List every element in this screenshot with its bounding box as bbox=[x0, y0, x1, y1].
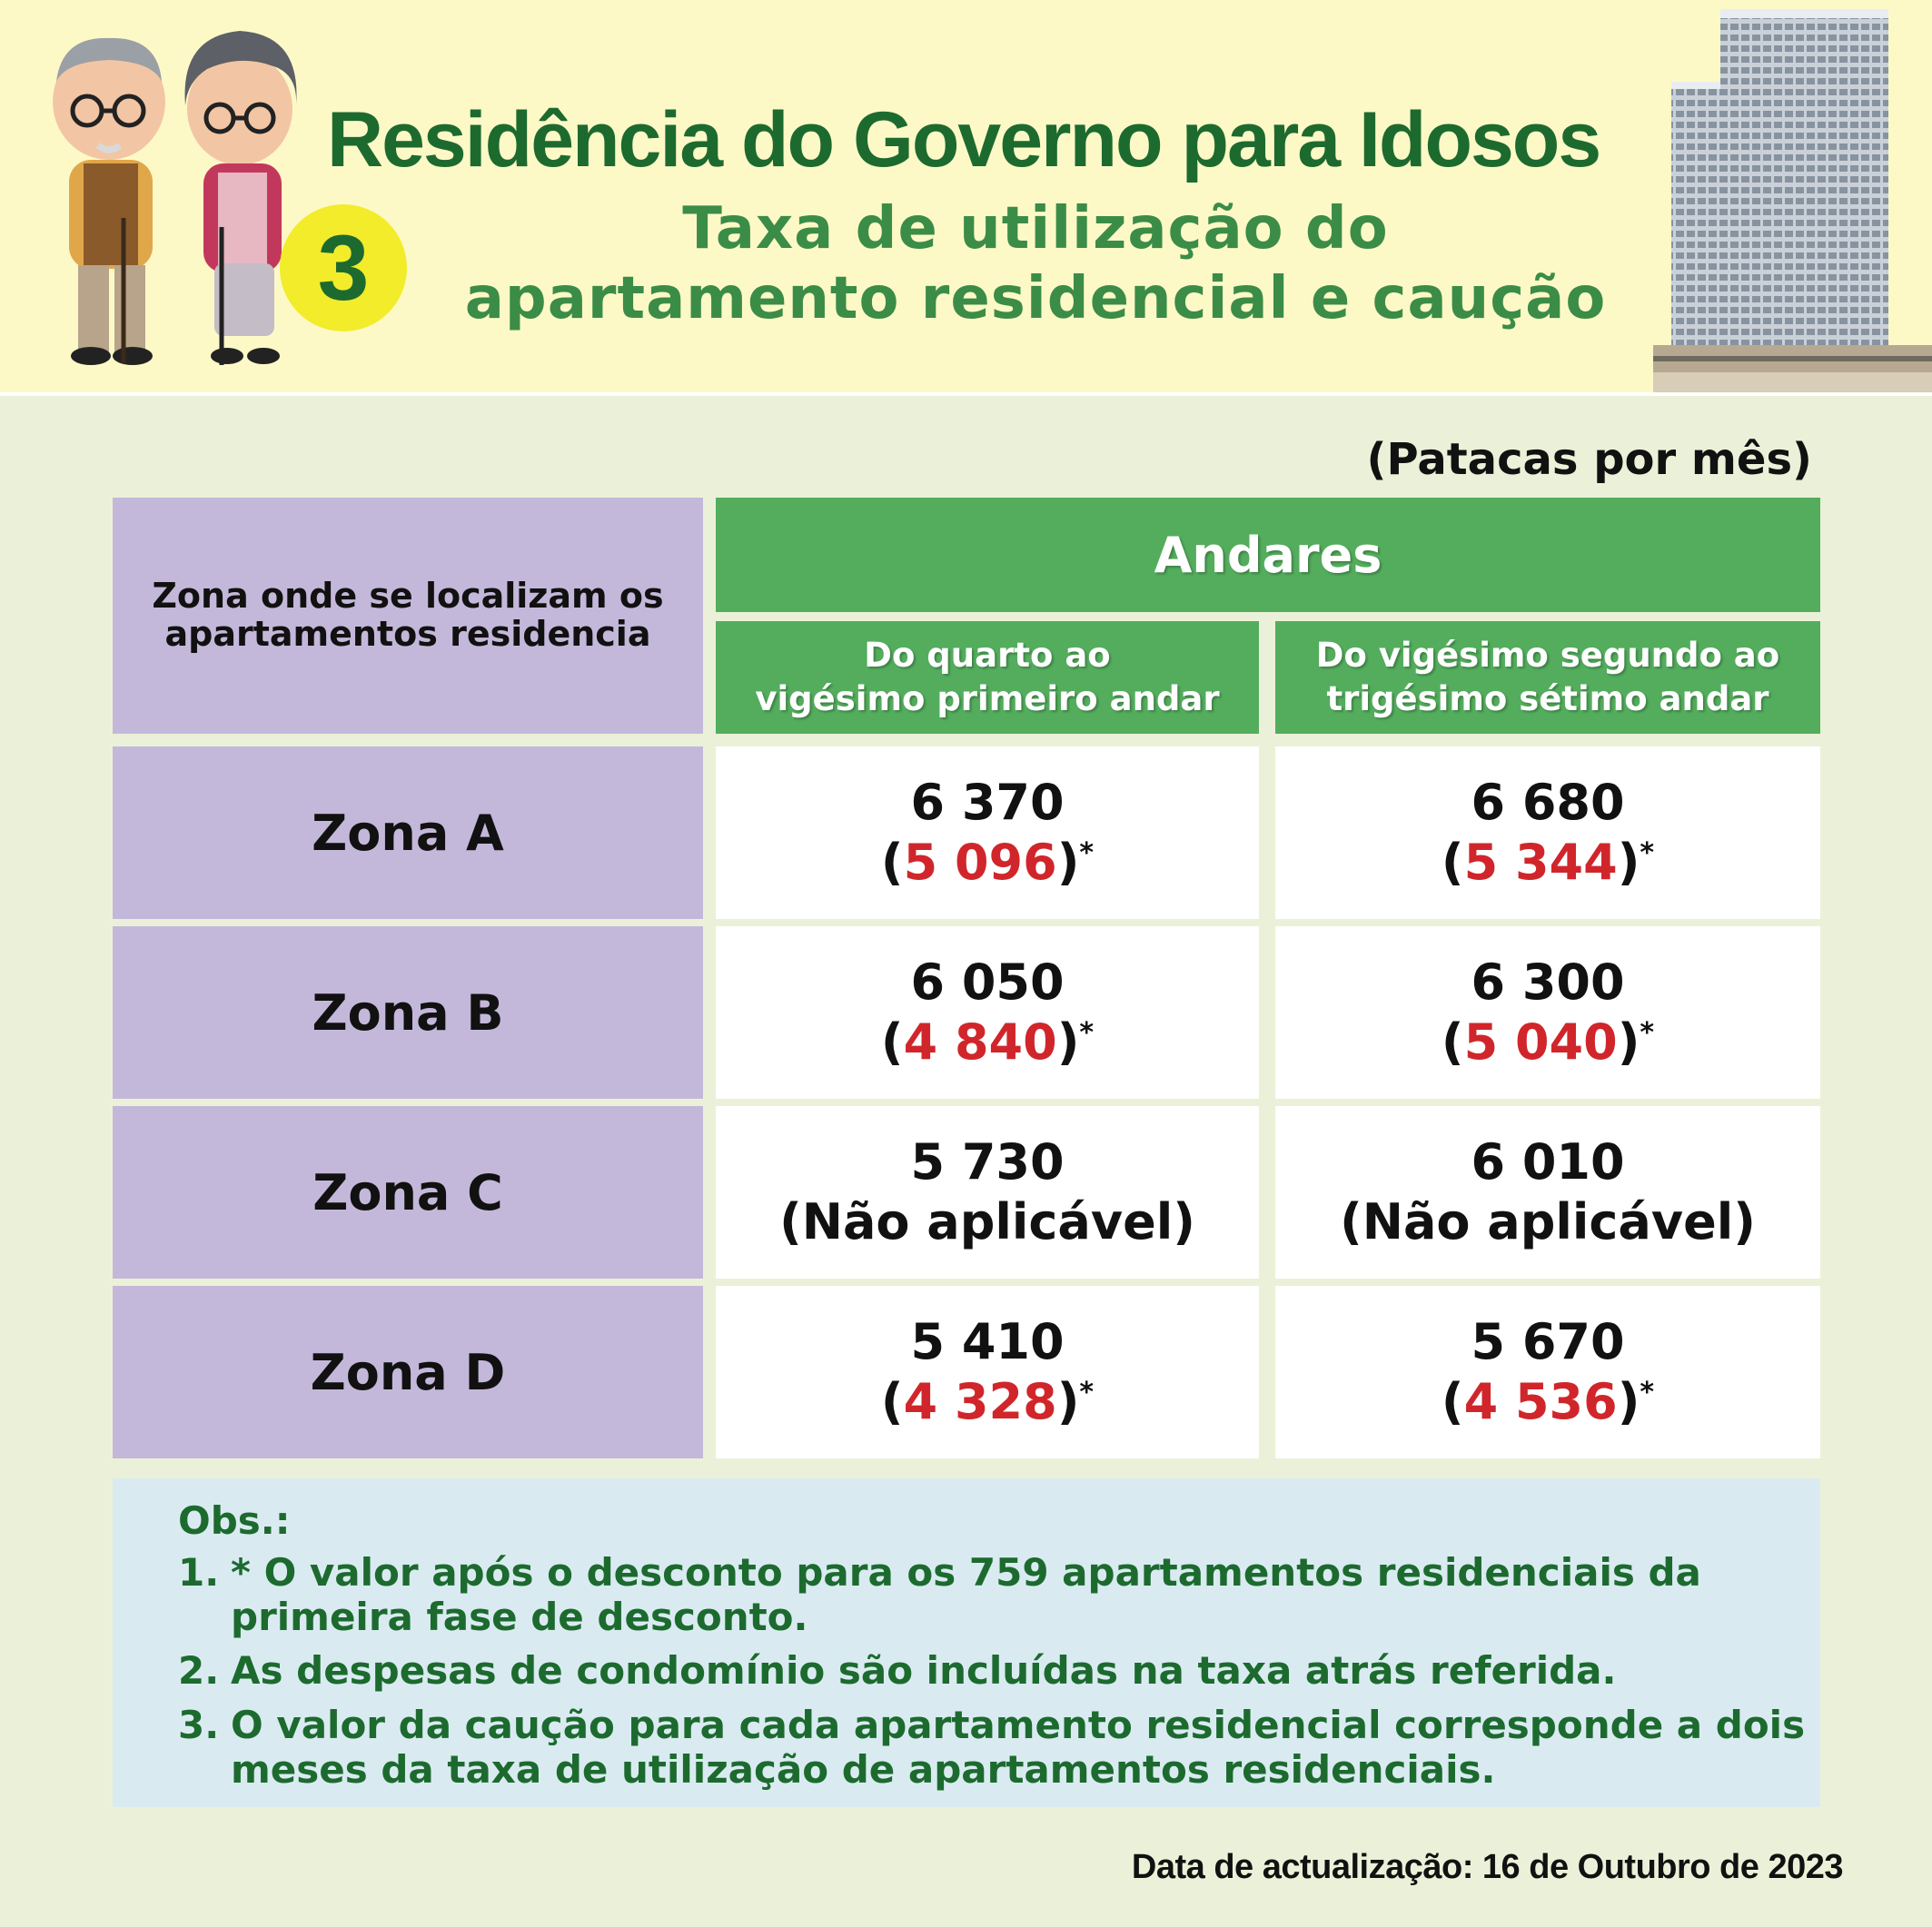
discount-value: (5 040)* bbox=[1441, 1013, 1655, 1071]
fee-value: 6 370 bbox=[910, 774, 1065, 832]
note-text: O valor da caução para cada apartamento residencial corresponde a dois meses da taxa de utilização de apartamentos residenciais. bbox=[231, 1702, 1806, 1792]
section-number-badge: 3 bbox=[280, 204, 407, 331]
note-text: As despesas de condomínio são incluídas na taxa atrás referida. bbox=[231, 1648, 1617, 1694]
fee-value: 6 010 bbox=[1471, 1133, 1625, 1191]
fee-value: 6 680 bbox=[1471, 774, 1625, 832]
discount-value: (5 096)* bbox=[880, 834, 1095, 891]
fee-value: 6 050 bbox=[910, 954, 1065, 1012]
note-item bbox=[178, 1703, 1820, 1792]
floor-column-header-1-line-2: vigésimo primeiro andar bbox=[755, 679, 1220, 718]
discount-amount: 5 344 bbox=[1463, 834, 1618, 891]
floor-column-header-1-line-1: Do quarto ao bbox=[864, 635, 1111, 675]
zone-label-a: Zona A bbox=[113, 746, 703, 919]
floor-column-header-1 bbox=[716, 621, 1259, 734]
not-applicable-note: (Não aplicável) bbox=[1340, 1193, 1756, 1250]
footnote-mark: * bbox=[1079, 1377, 1095, 1408]
zone-header-line-1: Zona onde se localizam os bbox=[152, 576, 664, 617]
note-index: 2. bbox=[178, 1648, 220, 1694]
note-index: 1. bbox=[178, 1550, 220, 1596]
fee-value: 5 730 bbox=[910, 1133, 1065, 1191]
discount-amount: 5 040 bbox=[1463, 1013, 1618, 1071]
zone-label-d: Zona D bbox=[113, 1286, 703, 1458]
fee-cell-b-2 bbox=[1275, 926, 1820, 1099]
fee-value: 5 410 bbox=[910, 1313, 1065, 1371]
discount-amount: 4 536 bbox=[1463, 1373, 1618, 1430]
zone-header-line-2: apartamentos residencia bbox=[164, 614, 651, 654]
fee-value: 6 300 bbox=[1471, 954, 1625, 1012]
page-title: Residência do Governo para Idosos bbox=[327, 96, 1600, 183]
not-applicable-note: (Não aplicável) bbox=[779, 1193, 1195, 1250]
discount-amount: 5 096 bbox=[903, 834, 1057, 891]
zone-label-c: Zona C bbox=[113, 1106, 703, 1279]
apartment-tower-illustration bbox=[1653, 0, 1932, 392]
footnote-mark: * bbox=[1079, 1017, 1095, 1049]
unit-note: (Patacas por mês) bbox=[1366, 434, 1812, 485]
zone-column-header bbox=[113, 498, 703, 734]
fee-cell-c-2 bbox=[1275, 1106, 1820, 1279]
floor-column-header-2-line-2: trigésimo sétimo andar bbox=[1326, 679, 1769, 718]
notes-heading: Obs.: bbox=[178, 1498, 291, 1543]
footnote-mark: * bbox=[1640, 1017, 1655, 1049]
floor-column-header-2 bbox=[1275, 621, 1820, 734]
footnote-mark: * bbox=[1640, 837, 1655, 869]
discount-value: (4 328)* bbox=[880, 1373, 1095, 1430]
fee-value: 5 670 bbox=[1471, 1313, 1625, 1371]
discount-value: (5 344)* bbox=[1441, 834, 1655, 891]
note-text: * O valor após o desconto para os 759 apartamentos residenciais da primeira fase de desconto. bbox=[231, 1550, 1701, 1640]
discount-value: (4 840)* bbox=[880, 1013, 1095, 1071]
note-item bbox=[178, 1550, 1820, 1639]
footnote-mark: * bbox=[1079, 837, 1095, 869]
fee-cell-a-1 bbox=[716, 746, 1259, 919]
floors-header: Andares bbox=[716, 498, 1820, 612]
note-index: 3. bbox=[178, 1702, 220, 1747]
note-item bbox=[178, 1648, 1820, 1693]
zone-label-b: Zona B bbox=[113, 926, 703, 1099]
floor-column-header-2-line-1: Do vigésimo segundo ao bbox=[1315, 635, 1780, 675]
fee-cell-d-2 bbox=[1275, 1286, 1820, 1458]
fee-cell-a-2 bbox=[1275, 746, 1820, 919]
fee-cell-b-1 bbox=[716, 926, 1259, 1099]
discount-value: (4 536)* bbox=[1441, 1373, 1655, 1430]
elderly-couple-illustration bbox=[25, 18, 316, 372]
fee-cell-c-1 bbox=[716, 1106, 1259, 1279]
discount-amount: 4 328 bbox=[903, 1373, 1057, 1430]
notes-box bbox=[113, 1478, 1820, 1807]
fee-cell-d-1 bbox=[716, 1286, 1259, 1458]
subtitle-line-1: Taxa de utilização do bbox=[682, 195, 1389, 262]
update-date: Data de actualização: 16 de Outubro de 2023 bbox=[1131, 1848, 1843, 1886]
header-banner bbox=[0, 0, 1932, 396]
subtitle-line-2: apartamento residencial e caução bbox=[464, 265, 1607, 332]
footnote-mark: * bbox=[1640, 1377, 1655, 1408]
discount-amount: 4 840 bbox=[903, 1013, 1057, 1071]
